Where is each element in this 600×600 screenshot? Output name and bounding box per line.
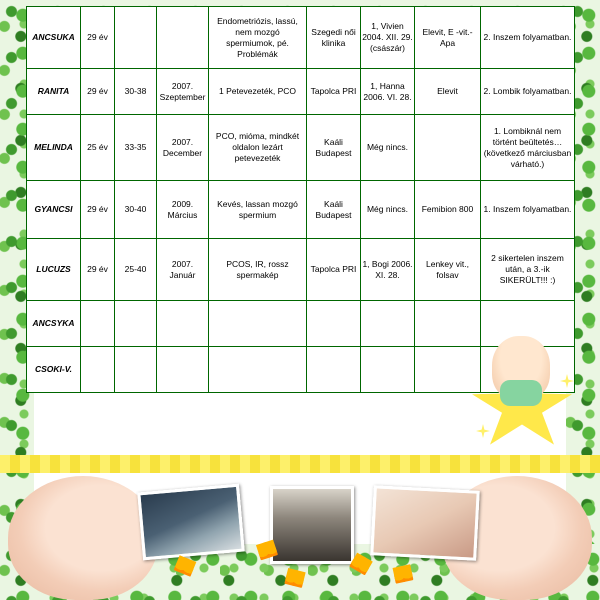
- cell-name: LUCUZS: [27, 239, 81, 301]
- cell-medicine: [415, 347, 481, 393]
- cell-clinic: Tapolca PRI: [307, 69, 361, 115]
- cell-name: ANCSUKA: [27, 7, 81, 69]
- cell-note: 2. Lombik folyamatban.: [481, 69, 575, 115]
- baby-bib: [500, 380, 542, 406]
- storks-photo: [137, 484, 245, 561]
- cell-diagnosis: PCOS, IR, rossz spermakép: [209, 239, 307, 301]
- cell-clinic: [307, 301, 361, 347]
- cell-medicine: Femibion 800: [415, 181, 481, 239]
- cell-medicine: [415, 115, 481, 181]
- cell-child: 1, Vivien 2004. XII. 29. (császár): [361, 7, 415, 69]
- cell-date: 2007. Január: [157, 239, 209, 301]
- cell-diagnosis: Kevés, lassan mozgó spermium: [209, 181, 307, 239]
- sparkle-icon: [560, 374, 574, 388]
- cell-name: MELINDA: [27, 115, 81, 181]
- cell-diagnosis: Endometriózis, lassú, nem mozgó spermiumok, pé. Problémák: [209, 7, 307, 69]
- cell-clinic: Kaáli Budapest: [307, 115, 361, 181]
- butterfly-icon: [284, 568, 305, 588]
- cell-child: 1, Bogi 2006. XI. 28.: [361, 239, 415, 301]
- table-row[interactable]: [27, 239, 575, 301]
- cell-name: GYANCSI: [27, 181, 81, 239]
- cell-age: 25 év: [81, 115, 115, 181]
- cell-age: 29 év: [81, 239, 115, 301]
- cell-child: Még nincs.: [361, 115, 415, 181]
- cell-date: [157, 7, 209, 69]
- newborn-babies-photo: [370, 485, 480, 560]
- cell-child: 1, Hanna 2006. VI. 28.: [361, 69, 415, 115]
- table-row[interactable]: [27, 115, 575, 181]
- cell-age: [81, 301, 115, 347]
- cell-note: 1. Lombiknál nem történt beültetés… (következő márciusban várható.): [481, 115, 575, 181]
- cell-note: 2 sikertelen inszem után, a 3.-ik SIKERÜLT!!! :): [481, 239, 575, 301]
- cell-cycle: [115, 347, 157, 393]
- cell-medicine: Elevit, E -vit.-Apa: [415, 7, 481, 69]
- cell-child: [361, 301, 415, 347]
- cell-age: 29 év: [81, 69, 115, 115]
- cell-medicine: Elevit: [415, 69, 481, 115]
- butterfly-icon: [393, 564, 414, 583]
- star-baby-sticker: [472, 330, 576, 450]
- cell-clinic: Szegedi női klinika: [307, 7, 361, 69]
- cell-medicine: [415, 301, 481, 347]
- cell-diagnosis: 1 Petevezeték, PCO: [209, 69, 307, 115]
- cell-cycle: 30-40: [115, 181, 157, 239]
- pregnant-woman-photo: [270, 486, 354, 564]
- cell-date: [157, 301, 209, 347]
- cell-diagnosis: PCO, mióma, mindkét oldalon lezárt petevezeték: [209, 115, 307, 181]
- cell-diagnosis: [209, 301, 307, 347]
- cell-child: [361, 347, 415, 393]
- cell-clinic: [307, 347, 361, 393]
- cell-cycle: 25-40: [115, 239, 157, 301]
- cell-date: 2009. Március: [157, 181, 209, 239]
- cell-diagnosis: [209, 347, 307, 393]
- cell-date: 2007. December: [157, 115, 209, 181]
- cell-cycle: 33-35: [115, 115, 157, 181]
- cell-name: CSOKI-V.: [27, 347, 81, 393]
- photo-strip: [0, 470, 600, 600]
- cell-note: 2. Inszem folyamatban.: [481, 7, 575, 69]
- cell-medicine: Lenkey vit., folsav: [415, 239, 481, 301]
- cell-date: [157, 347, 209, 393]
- cell-cycle: [115, 7, 157, 69]
- table-row[interactable]: [27, 7, 575, 69]
- cell-age: 29 év: [81, 181, 115, 239]
- butterfly-icon: [174, 555, 197, 577]
- cell-clinic: Kaáli Budapest: [307, 181, 361, 239]
- cell-name: ANCSYKA: [27, 301, 81, 347]
- table-row[interactable]: [27, 69, 575, 115]
- cell-note: 1. Inszem folyamatban.: [481, 181, 575, 239]
- cell-child: Még nincs.: [361, 181, 415, 239]
- sparkle-icon: [476, 424, 490, 438]
- table-row[interactable]: [27, 181, 575, 239]
- baby-face-left: [8, 476, 158, 600]
- cell-date: 2007. Szeptember: [157, 69, 209, 115]
- cell-age: [81, 347, 115, 393]
- cell-cycle: 30-38: [115, 69, 157, 115]
- cell-clinic: Tapolca PRI: [307, 239, 361, 301]
- cell-age: 29 év: [81, 7, 115, 69]
- cell-cycle: [115, 301, 157, 347]
- cell-name: RANITA: [27, 69, 81, 115]
